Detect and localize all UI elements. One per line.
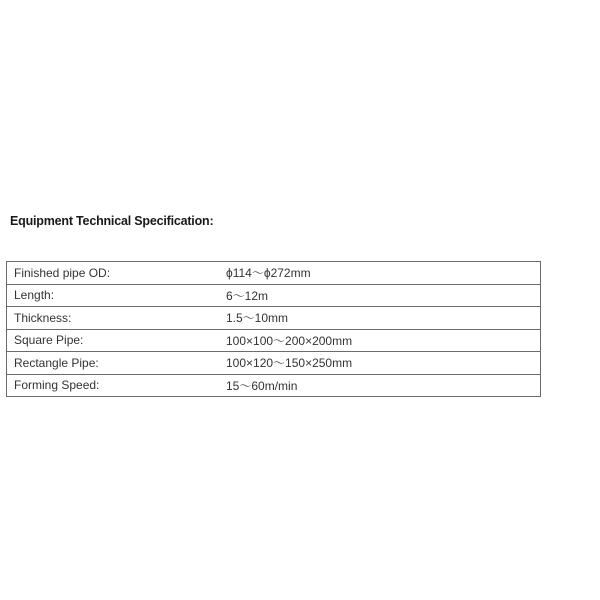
row-value: 100×120～150×250mm	[220, 352, 541, 375]
row-label: Length:	[7, 284, 221, 307]
row-value: 15～60m/min	[220, 374, 541, 397]
spec-table	[6, 261, 541, 397]
row-value: 100×100～200×200mm	[220, 329, 541, 352]
table-row-square-pipe	[7, 329, 541, 352]
table-row-thickness	[7, 307, 541, 330]
table-row-length	[7, 284, 541, 307]
row-value: 1.5～10mm	[220, 307, 541, 330]
table-row-rectangle-pipe	[7, 352, 541, 375]
row-label: Rectangle Pipe:	[7, 352, 221, 375]
row-value: 6～12m	[220, 284, 541, 307]
table-row-forming-speed	[7, 374, 541, 397]
row-label: Thickness:	[7, 307, 221, 330]
row-label: Square Pipe:	[7, 329, 221, 352]
row-label: Finished pipe OD:	[7, 262, 221, 285]
spec-title: Equipment Technical Specification:	[10, 214, 214, 228]
row-label: Forming Speed:	[7, 374, 221, 397]
row-value: ϕ114～ϕ272mm	[220, 262, 541, 285]
table-row-finished-pipe-od	[7, 262, 541, 285]
